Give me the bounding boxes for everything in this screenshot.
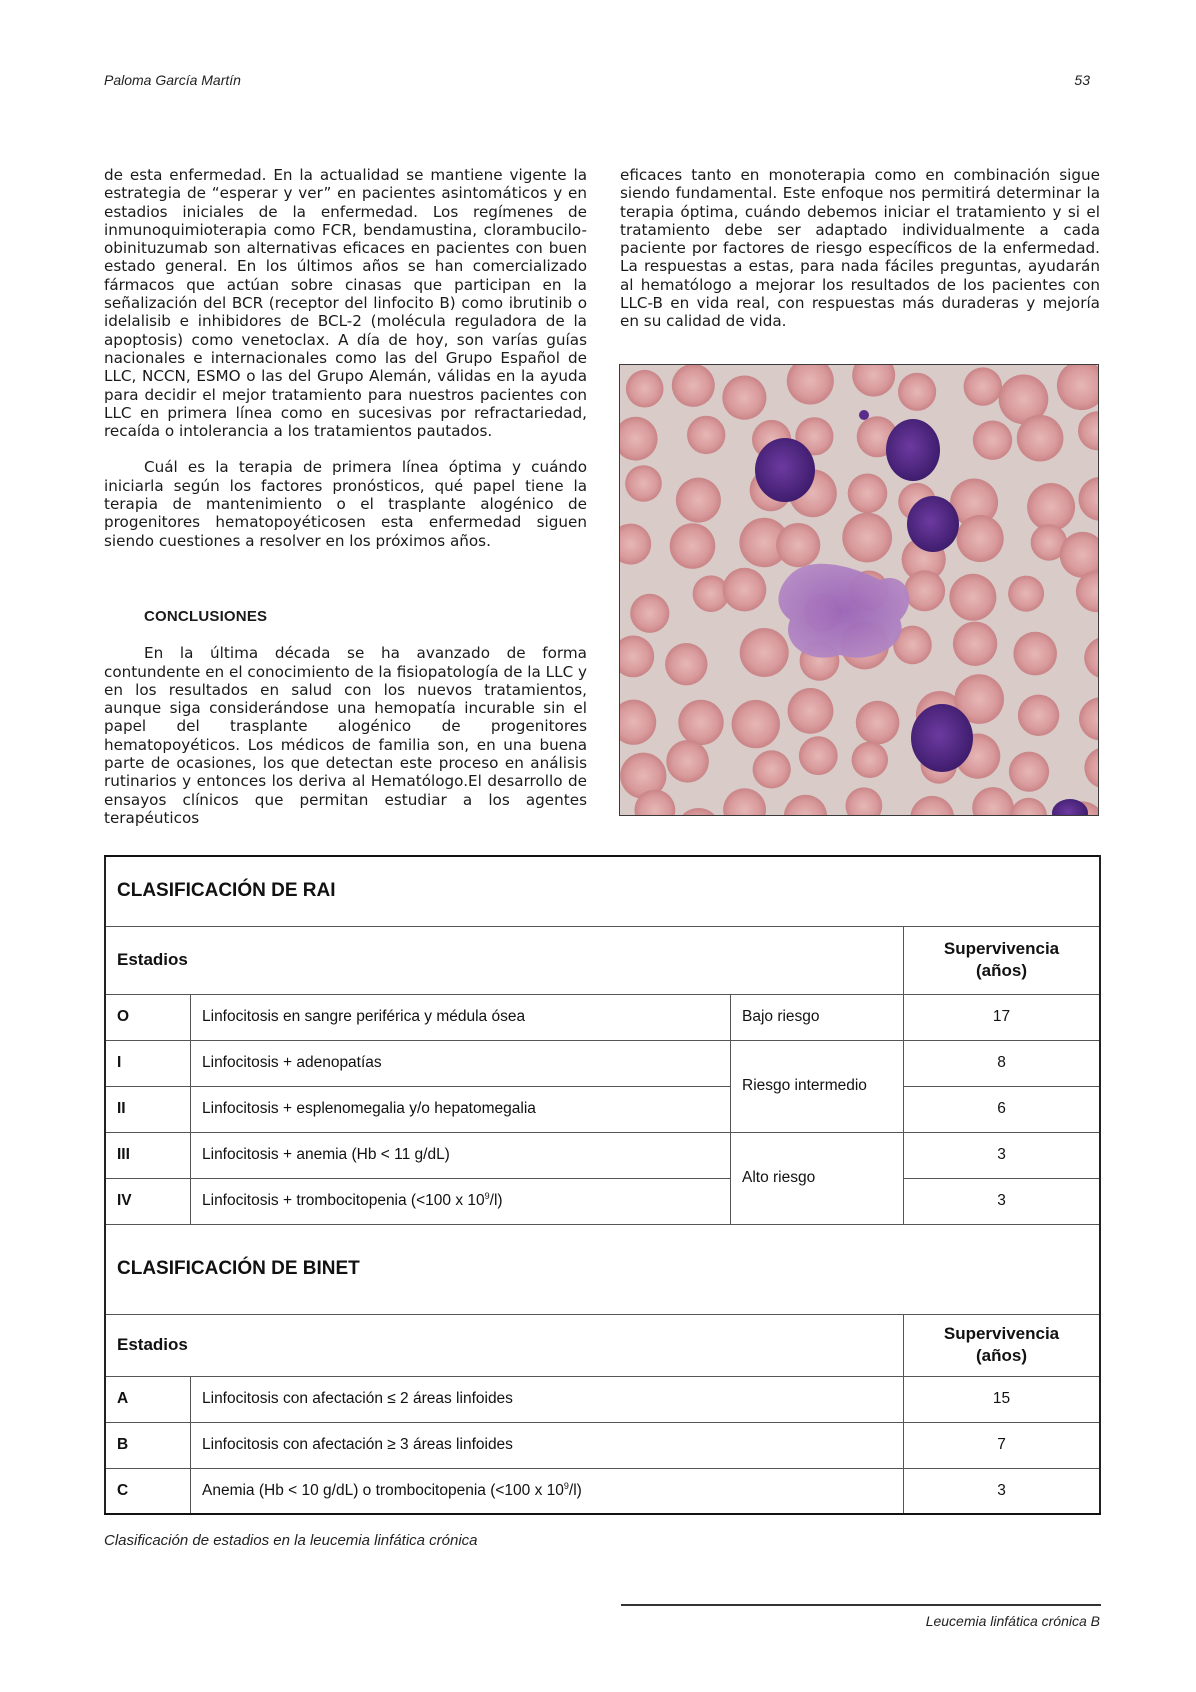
red-blood-cell xyxy=(722,376,766,420)
stage-description: Linfocitosis + adenopatías xyxy=(191,1040,731,1086)
table-row xyxy=(105,994,1100,1040)
red-blood-cell xyxy=(670,523,716,569)
survival-value: 15 xyxy=(904,1376,1101,1422)
stage-label: A xyxy=(105,1376,191,1422)
table-row xyxy=(105,1132,1100,1178)
risk-group: Riesgo intermedio xyxy=(731,1040,904,1132)
stage-label: O xyxy=(105,994,191,1040)
red-blood-cell xyxy=(1017,415,1064,462)
red-blood-cell xyxy=(848,474,888,514)
blood-smear-image xyxy=(620,365,1099,816)
survival-value: 3 xyxy=(904,1132,1101,1178)
survival-value: 6 xyxy=(904,1086,1101,1132)
table-row xyxy=(105,1376,1100,1422)
red-blood-cell xyxy=(672,365,715,407)
survival-value: 17 xyxy=(904,994,1101,1040)
red-blood-cell xyxy=(666,740,709,783)
footer-divider xyxy=(621,1604,1101,1606)
red-blood-cell xyxy=(799,736,838,775)
red-blood-cell xyxy=(687,416,725,454)
red-blood-cell xyxy=(973,421,1012,460)
red-blood-cell xyxy=(842,513,892,563)
binet-survival-header: Supervivencia (años) xyxy=(904,1314,1101,1376)
survival-value: 8 xyxy=(904,1040,1101,1086)
red-blood-cell xyxy=(665,643,707,685)
table-row xyxy=(105,1178,1100,1224)
red-blood-cell xyxy=(1027,483,1075,531)
red-blood-cell xyxy=(949,574,996,621)
red-blood-cell xyxy=(852,742,888,778)
rai-survival-header: Supervivencia (años) xyxy=(904,926,1101,994)
red-blood-cell xyxy=(964,367,1002,405)
right-column xyxy=(620,166,1100,331)
stage-description: Linfocitosis con afectación ≤ 2 áreas linfoides xyxy=(191,1376,904,1422)
stage-label: B xyxy=(105,1422,191,1468)
red-blood-cell xyxy=(626,370,664,408)
stage-label: C xyxy=(105,1468,191,1514)
red-blood-cell xyxy=(753,750,791,788)
red-blood-cell xyxy=(776,523,820,567)
body-paragraph: En la última década se ha avanzado de forma contundente en el conocimiento de la fisiopatología de la LLC y en los resultados en salud con los nuevos tratamientos, aunque siga considerándose una hemopatía incurable sin el papel del trasplante alogénico de progenitores hematopoyéticos. Los médicos de familia son, en una buena parte de ocasiones, los que detectan este proceso en análisis rutinarios y entonces los deriva al Hematólogo.El desarrollo de ensayos clínicos que permitan estudiar a los agentes terapéuticos xyxy=(104,644,587,827)
red-blood-cell xyxy=(740,628,789,677)
stage-description: Linfocitosis en sangre periférica y médula ósea xyxy=(191,994,731,1040)
survival-value: 7 xyxy=(904,1422,1101,1468)
stage-label: IV xyxy=(105,1178,191,1224)
binet-stages-header: Estadios xyxy=(105,1314,904,1376)
left-column xyxy=(104,166,587,827)
red-blood-cell xyxy=(1013,632,1057,676)
table-caption: Clasificación de estadios en la leucemia linfática crónica xyxy=(104,1532,478,1549)
table-row xyxy=(105,1422,1100,1468)
red-blood-cell xyxy=(723,568,767,612)
stage-description: Anemia (Hb < 10 g/dL) o trombocitopenia (<100 x $10^9/l$) xyxy=(191,1468,904,1514)
rai-title: CLASIFICACIÓN DE RAI xyxy=(105,856,1100,926)
section-heading-conclusiones: CONCLUSIONES xyxy=(144,607,268,625)
risk-group: Bajo riesgo xyxy=(731,994,904,1040)
running-head-author: Paloma García Martín xyxy=(104,72,241,88)
red-blood-cell xyxy=(1009,752,1049,792)
red-blood-cell xyxy=(676,478,721,523)
red-blood-cell xyxy=(1008,576,1044,612)
table-row xyxy=(105,1040,1100,1086)
body-paragraph: de esta enfermedad. En la actualidad se mantiene vigente la estrategia de “esperar y ver” en pacientes asintomáticos y en estadios iniciales de la enfermedad. Los regímenes de inmunoquimioterapia como FCR, bendamustina, clorambucilo-obinituzumab son alternativas eficaces en pacientes con buen estado general. En los últimos años se han comercializado fármacos que actúan sobre cinasas que participan en la señalización del BCR (receptor del linfocito B) como ibrutinib o idelalisib e inhibidores de BCL-2 (molécula reguladora de la apoptosis) como venetoclax. A día de hoy, son varías guías nacionales e internacionales como las del Grupo Español de LLC, NCCN, ESMO o las del Grupo Alemán, válidas en la ayuda para decidir el mejor tratamiento para nuestros pacientes con LLC en primera línea como en sucesivas por refractariedad, recaída o intolerancia a los tratamientos pautados. xyxy=(104,166,587,441)
classification-table xyxy=(104,855,1101,1515)
red-blood-cell xyxy=(625,465,662,502)
binet-title: CLASIFICACIÓN DE BINET xyxy=(105,1224,1100,1314)
stage-description: Linfocitosis con afectación ≥ 3 áreas linfoides xyxy=(191,1422,904,1468)
red-blood-cell xyxy=(856,701,900,745)
body-paragraph: eficaces tanto en monoterapia como en combinación sigue siendo fundamental. Este enfoque nos permitirá determinar la terapia óptima, cuándo debemos iniciar el tratamiento y si el tratamiento debe ser adaptado individualmente a cada paciente por factores de riesgo específicos de la enfermedad. La respuestas a estas, para nada fáciles preguntas, ayudarán al hematólogo a mejorar los resultados de los pacientes con LLC-B en vida real, con respuestas más duraderas y mejoría en su calidad de vida. xyxy=(620,166,1100,331)
stage-description: Linfocitosis + esplenomegalia y/o hepatomegalia xyxy=(191,1086,731,1132)
red-blood-cell xyxy=(678,700,723,745)
red-blood-cell xyxy=(1018,695,1059,736)
stage-label: I xyxy=(105,1040,191,1086)
table-row xyxy=(105,1086,1100,1132)
stage-description: Linfocitosis + anemia (Hb < 11 g/dL) xyxy=(191,1132,731,1178)
stage-description: Linfocitosis + trombocitopenia (<100 x $10^9/l$) xyxy=(191,1178,731,1224)
red-blood-cell xyxy=(904,570,945,611)
risk-group: Alto riesgo xyxy=(731,1132,904,1224)
blood-smear-micrograph xyxy=(619,364,1099,816)
running-footer-title: Leucemia linfática crónica B xyxy=(925,1613,1100,1629)
red-blood-cell xyxy=(630,594,669,633)
stage-label: II xyxy=(105,1086,191,1132)
table-row xyxy=(105,1468,1100,1514)
red-blood-cell xyxy=(898,373,936,411)
red-blood-cell xyxy=(788,688,834,734)
body-paragraph: Cuál es la terapia de primera línea óptima y cuándo iniciarla según los factores pronósticos, qué papel tiene la terapia de mantenimiento o el trasplante alogénico de progenitores hematopoyéticosen esta enfermedad siguen siendo cuestiones a resolver en los próximos años. xyxy=(104,458,587,550)
page-number: 53 xyxy=(1074,72,1090,88)
red-blood-cell xyxy=(957,515,1004,562)
stage-label: III xyxy=(105,1132,191,1178)
survival-value: 3 xyxy=(904,1178,1101,1224)
red-blood-cell xyxy=(953,622,997,666)
survival-value: 3 xyxy=(904,1468,1101,1514)
red-blood-cell xyxy=(732,700,780,748)
rai-stages-header: Estadios xyxy=(105,926,904,994)
